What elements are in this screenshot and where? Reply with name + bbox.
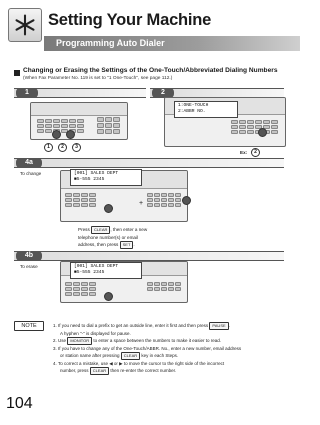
callout-2: 2: [58, 143, 67, 152]
step-4a-bar: [14, 158, 284, 168]
section-bullet-icon: [14, 70, 20, 76]
step-4b-tag: 4b: [16, 251, 42, 261]
note-item: 1. If you need to dial a prefix to get an outside line, enter it first and then press PAUSE .: [53, 323, 230, 328]
lcd-line-1: 1:ONE-TOUCH: [178, 103, 209, 108]
callout-1: 1: [44, 143, 53, 152]
step-4b-bar: [14, 251, 284, 261]
pause-key: PAUSE: [209, 322, 228, 330]
lcd-line-1: [001] SALES DEPT: [74, 171, 119, 176]
lcd-line-2: ■5-555 2345: [74, 177, 105, 182]
setting-machine-icon: [8, 8, 42, 42]
period: .: [133, 242, 135, 247]
callout-marker: [104, 204, 113, 213]
note-item: 4. To correct a mistake, use ◀ or ▶ to move the cursor to the right side of the incorrect: [53, 360, 225, 366]
example-label: Ex:: [240, 150, 248, 155]
note-item: 3. If you have to change any of the One-Touch/ABBR. No., enter a new number, email address: [53, 345, 242, 351]
example-value: 2: [251, 148, 260, 157]
page-title: Setting Your Machine: [48, 11, 212, 29]
step-2-tag: 2: [152, 88, 174, 98]
clear-key: CLEAR: [90, 367, 109, 375]
after-clear-text: , then enter a new: [110, 227, 148, 232]
callout-marker: [182, 196, 191, 205]
to-change-heading: To change: [20, 171, 42, 176]
callout-3: 3: [72, 143, 81, 152]
to-erase-heading: To erase: [20, 264, 38, 269]
callout-marker: [104, 292, 113, 301]
note-item: 2. Use MONITOR to enter a space between the numbers to make it easier to read.: [53, 338, 221, 343]
note-item: A hyphen "-" is displayed for pause.: [60, 330, 131, 336]
section-title: Changing or Erasing the Settings of the One-Touch/Abbreviated Dialing Numbers: [23, 67, 278, 74]
note-label: NOTE: [14, 321, 44, 331]
set-key: SET: [120, 241, 134, 249]
lcd-display: [174, 101, 238, 118]
note-item: or station name after pressing CLEAR key in each Steps.: [60, 353, 179, 358]
clear-key: CLEAR: [121, 352, 140, 360]
note-item: number, press CLEAR then re-enter the correct number.: [60, 368, 177, 373]
lcd-line-2: 2:ABBR NO.: [178, 109, 206, 114]
lcd-display: [70, 169, 142, 186]
section-note: (When Fax Parameter No. 119 is set to "1 One-Touch", see page 112.): [23, 76, 173, 81]
lcd-line-1: [001] SALES DEPT: [74, 264, 119, 269]
note-list: [53, 322, 293, 375]
callout-marker: [66, 130, 75, 139]
callout-marker: [258, 128, 267, 137]
lcd-display: [70, 262, 142, 279]
page-number: 104: [6, 395, 33, 412]
lcd-line-2: ■5-555 2345: [74, 270, 105, 275]
press-text: Press: [78, 227, 90, 232]
page-subtitle: Programming Auto Dialer: [56, 38, 165, 48]
step-4a-tag: 4a: [16, 158, 42, 168]
change-line-2: telephone number(s) or email: [78, 234, 139, 240]
change-line-3: address, then press: [78, 242, 119, 247]
clear-key: CLEAR: [91, 226, 110, 234]
step-1-tag: 1: [16, 88, 38, 98]
monitor-key: MONITOR: [67, 337, 92, 345]
change-instructions: [78, 226, 198, 249]
fax-panel-illustration: [30, 102, 128, 140]
plus-sign: +: [139, 200, 144, 207]
callout-marker: [52, 130, 61, 139]
